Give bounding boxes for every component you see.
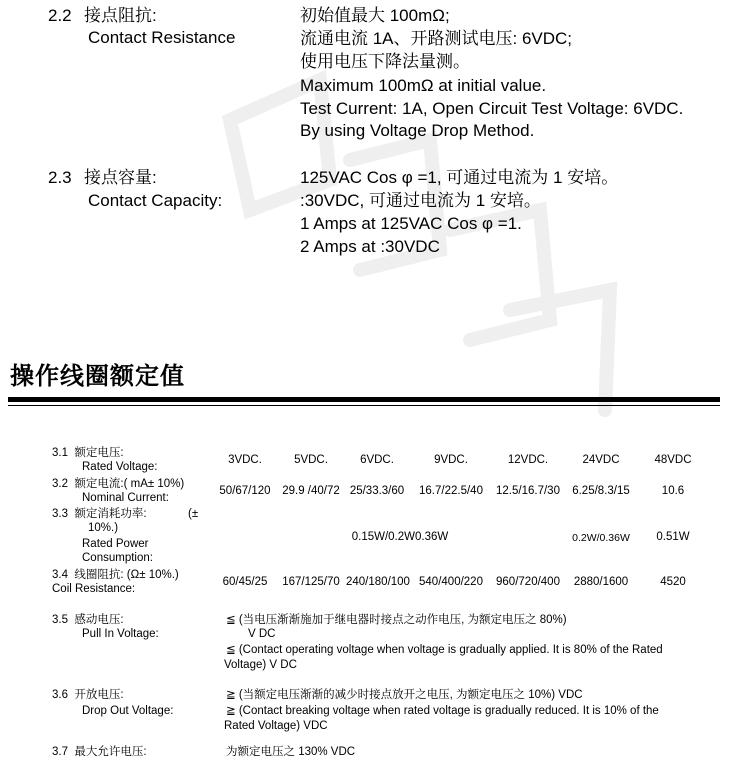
section-3-title: 操作线圈额定值 xyxy=(10,363,185,390)
section-2-3-line-4: 2 Amps at :30VDC xyxy=(300,237,440,256)
voltage-cell: 9VDC. xyxy=(434,454,468,466)
resistance-cell: 60/45/25 xyxy=(222,576,268,588)
section-3-7-cn: 最大允许电压: xyxy=(74,746,147,758)
row-3-2-cn: 额定电流:( mA± 10%) xyxy=(74,478,185,490)
voltage-cell: 5VDC. xyxy=(294,454,328,466)
section-3-5-label xyxy=(52,613,124,627)
current-cell: 16.7/22.5/40 xyxy=(419,485,483,497)
voltage-cell: 24VDC xyxy=(582,454,620,466)
resistance-cell: 167/125/70 xyxy=(282,576,340,588)
row-3-3-tolerance: 10%.) xyxy=(88,522,119,534)
section-2-3-label-cn: 接点容量: xyxy=(84,168,157,187)
section-3-5-cn: 感动电压: xyxy=(74,614,124,626)
power-cell-48v: 0.51W xyxy=(656,531,690,543)
section-3-6-line-3: Rated Voltage) VDC xyxy=(224,720,328,732)
current-cell: 6.25/8.3/15 xyxy=(572,485,630,497)
section-3-7-label xyxy=(52,745,147,759)
section-3-5-en: Pull In Voltage: xyxy=(82,628,159,640)
row-3-1-cn: 额定电压: xyxy=(74,447,124,459)
row-3-4-en: Coil Resistance: xyxy=(52,583,136,595)
section-3-7-number: 3.7 xyxy=(52,746,68,758)
voltage-cell: 48VDC xyxy=(654,454,692,466)
resistance-cell: 2880/1600 xyxy=(573,576,629,588)
section-3-6-label xyxy=(52,688,124,702)
current-cell: 10.6 xyxy=(661,485,685,497)
section-2-3-line-3: 1 Amps at 125VAC Cos φ =1. xyxy=(300,214,522,233)
current-cell: 12.5/16.7/30 xyxy=(496,485,560,497)
section-2-3-line-2: :30VDC, 可通过电流为 1 安培。 xyxy=(300,191,541,210)
row-3-2-en: Nominal Current: xyxy=(82,492,169,504)
row-3-1-en: Rated Voltage: xyxy=(82,461,158,473)
section-3-5-number: 3.5 xyxy=(52,614,68,626)
section-3-6-cn: 开放电压: xyxy=(74,689,124,701)
voltage-cell: 6VDC. xyxy=(360,454,394,466)
section-3-7-line-1: 为额定电压之 130% VDC xyxy=(226,746,356,758)
row-3-1-label xyxy=(52,446,124,460)
section-2-2-label-en: Contact Resistance xyxy=(88,28,236,47)
section-3-5-line-1: ≦ (当电压渐渐施加于继电器时接点之动作电压, 为额定电压之 80%) xyxy=(226,614,567,626)
section-3-5-line-2: V DC xyxy=(248,628,276,640)
title-rule-thin xyxy=(8,405,720,406)
voltage-cell: 3VDC. xyxy=(228,454,262,466)
current-cell: 29.9 /40/72 xyxy=(282,485,340,497)
row-3-3-en-2: Consumption: xyxy=(82,552,153,564)
section-3-6-line-2: ≧ (Contact breaking voltage when rated voltage is gradually reduced. It is 10% of the xyxy=(226,705,659,717)
section-3-6-number: 3.6 xyxy=(52,689,68,701)
row-3-2-number: 3.2 xyxy=(52,478,68,490)
section-2-2-number: 2.2 xyxy=(48,6,72,25)
row-3-4-number: 3.4 xyxy=(52,569,68,581)
row-3-3-number: 3.3 xyxy=(52,508,68,520)
section-2-2-line-3: 使用电压下降法量测。 xyxy=(300,52,470,71)
resistance-cell: 240/180/100 xyxy=(346,576,410,588)
section-2-2-line-4: Maximum 100mΩ at initial value. xyxy=(300,76,547,95)
section-2-3-line-1: 125VAC Cos φ =1, 可通过电流为 1 安培。 xyxy=(300,168,619,187)
current-cell: 25/33.3/60 xyxy=(349,485,405,497)
row-3-2-label xyxy=(52,477,184,491)
row-3-4-cn: 线圈阻抗: (Ω± 10%.) xyxy=(74,569,179,581)
section-3-5-line-4: Voltage) V DC xyxy=(224,659,297,671)
section-3-6-line-1: ≧ (当额定电压渐渐的减少时接点放开之电压, 为额定电压之 10%) VDC xyxy=(226,689,583,701)
section-2-2-line-6: By using Voltage Drop Method. xyxy=(300,121,535,140)
row-3-3-tolerance-open: (± xyxy=(188,508,199,520)
section-2-3-label-en: Contact Capacity: xyxy=(88,191,223,210)
row-3-3-en: Rated Power xyxy=(82,538,149,550)
row-3-1-number: 3.1 xyxy=(52,447,68,459)
row-3-4-label xyxy=(52,568,179,582)
power-cell-24v: 0.2W/0.36W xyxy=(572,532,630,544)
section-3-5-line-3: ≦ (Contact operating voltage when voltage is gradually applied. It is 80% of the Rated xyxy=(226,644,663,656)
resistance-cell: 960/720/400 xyxy=(496,576,560,588)
row-3-3-label xyxy=(52,507,147,521)
section-2-2-label-cn: 接点阻抗: xyxy=(84,6,157,25)
section-3-6-en: Drop Out Voltage: xyxy=(82,705,174,717)
row-3-3-cn: 额定消耗功率: xyxy=(74,508,147,520)
section-2-2-line-5: Test Current: 1A, Open Circuit Test Voltage: 6VDC. xyxy=(300,99,684,118)
section-2-2-line-2: 流通电流 1A、开路测试电压: 6VDC; xyxy=(300,29,573,48)
resistance-cell: 4520 xyxy=(660,576,686,588)
title-rule-thick xyxy=(8,397,720,402)
resistance-cell: 540/400/220 xyxy=(419,576,483,588)
voltage-cell: 12VDC. xyxy=(507,454,549,466)
section-2-2-line-1: 初始值最大 100mΩ; xyxy=(300,6,450,25)
current-cell: 50/67/120 xyxy=(219,485,271,497)
power-merged-cell: 0.15W/0.2W0.36W xyxy=(351,531,449,543)
section-2-3-number: 2.3 xyxy=(48,168,72,187)
